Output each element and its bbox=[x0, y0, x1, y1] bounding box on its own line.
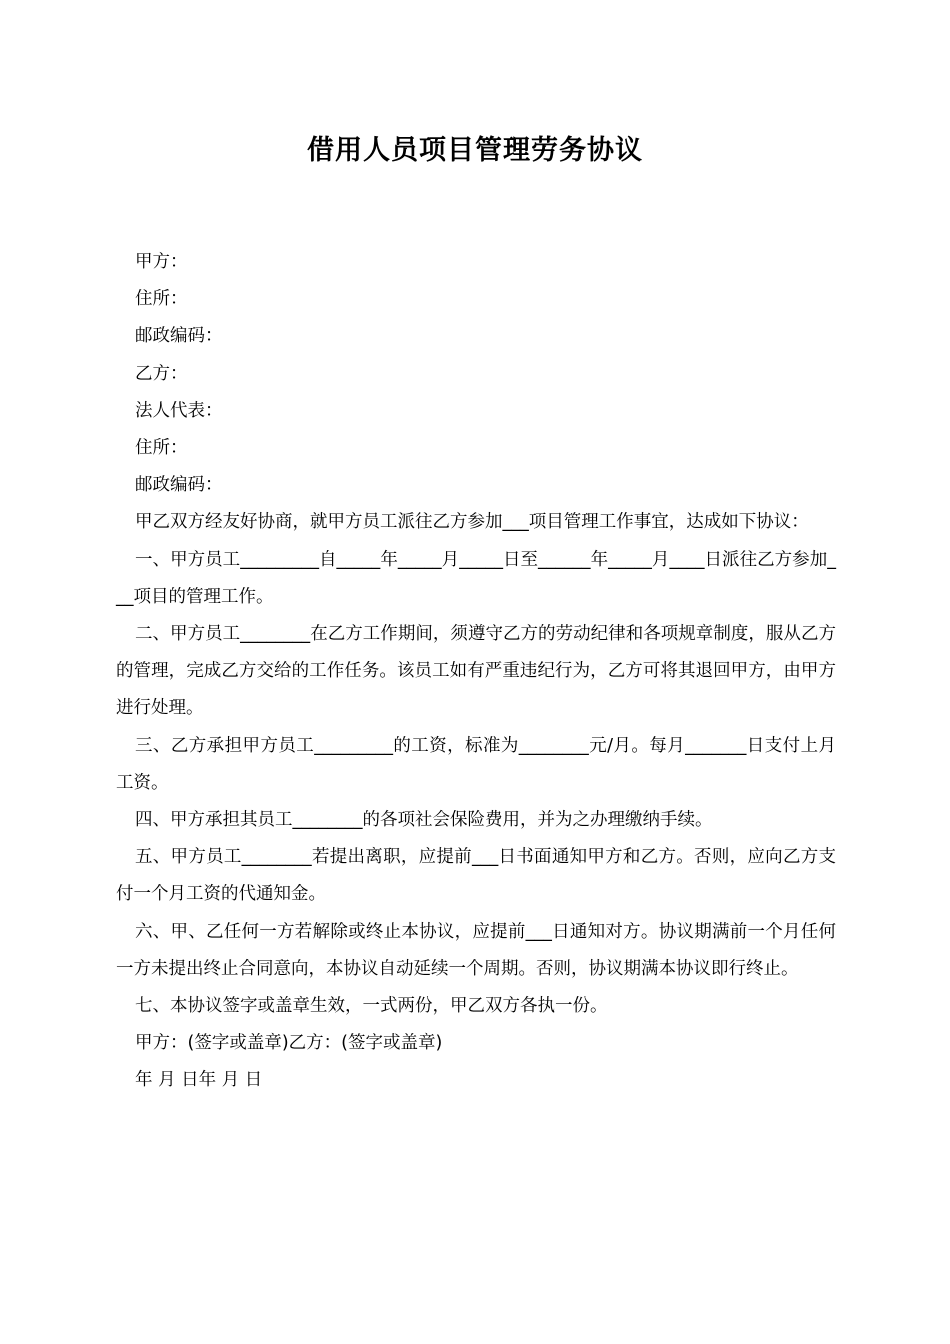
party-b-postcode-line: 邮政编码： bbox=[135, 475, 223, 496]
party-b-address-line: 住所： bbox=[135, 438, 188, 459]
document-title: 借用人员项目管理劳务协议 bbox=[307, 135, 643, 166]
clause-5: 五、甲方员工________若提出离职，应提前___日书面通知甲方和乙方。否则，应向乙方支付一个月工资的代通知金。 bbox=[116, 847, 836, 905]
signature-line: 甲方：(签字或盖章)乙方：(签字或盖章) bbox=[135, 1033, 443, 1054]
clause-1: 一、甲方员工_________自_____年_____月_____日至______年_____月____日派往乙方参加___项目的管理工作。 bbox=[116, 549, 836, 607]
date-line: 年 月 日年 月 日 bbox=[135, 1070, 263, 1091]
clause-3: 三、乙方承担甲方员工_________的工资，标准为________元/月。每月_______日支付上月工资。 bbox=[116, 735, 836, 793]
party-b-line: 乙方： bbox=[135, 363, 188, 384]
clause-7: 七、本协议签字或盖章生效，一式两份，甲乙双方各执一份。 bbox=[135, 996, 608, 1017]
clause-2: 二、甲方员工________在乙方工作期间，须遵守乙方的劳动纪律和各项规章制度，服从乙方的管理，完成乙方交给的工作任务。该员工如有严重违纪行为，乙方可将其退回甲方，由甲方进行处理。 bbox=[116, 624, 836, 719]
party-a-line: 甲方： bbox=[135, 252, 188, 272]
party-b-legal-rep-line: 法人代表： bbox=[135, 400, 223, 421]
party-a-address-line: 住所： bbox=[135, 289, 188, 310]
clause-6: 六、甲、乙任何一方若解除或终止本协议，应提前___日通知对方。协议期满前一个月任何一方未提出终止合同意向，本协议自动延续一个周期。否则，协议期满本协议即行终止。 bbox=[116, 921, 836, 979]
clause-4: 四、甲方承担其员工________的各项社会保险费用，并为之办理缴纳手续。 bbox=[135, 810, 713, 831]
document-body bbox=[116, 244, 836, 1100]
preamble-paragraph: 甲乙双方经友好协商，就甲方员工派往乙方参加___项目管理工作事宜，达成如下协议： bbox=[135, 512, 809, 533]
party-a-postcode-line: 邮政编码： bbox=[135, 326, 223, 347]
